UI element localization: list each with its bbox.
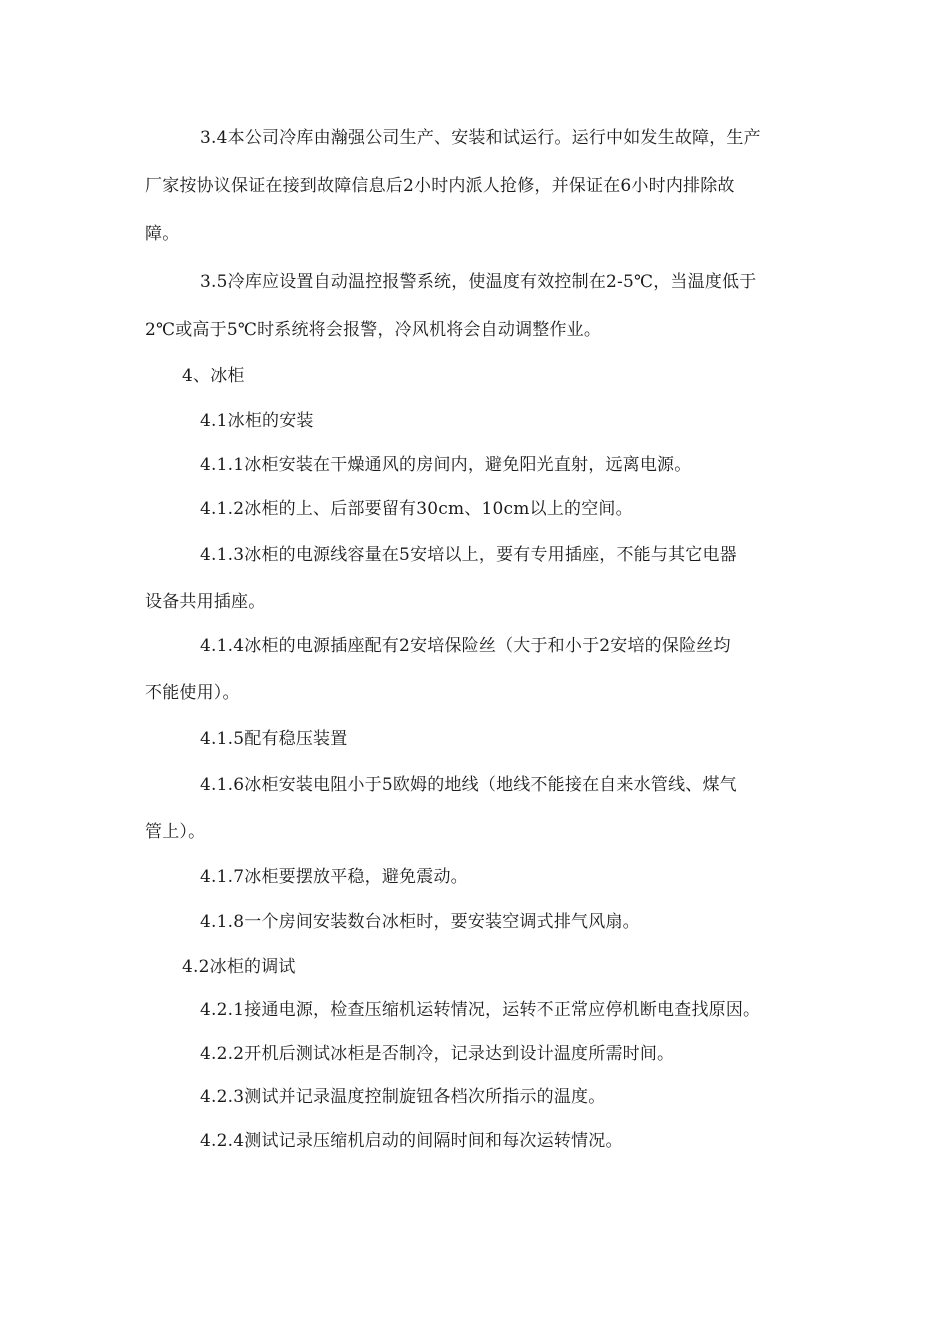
paragraph-3-5-line-1: 3.5冷库应设置自动温控报警系统，使温度有效控制在2-5℃，当温度低于 — [200, 272, 757, 292]
paragraph-4-2-2: 4.2.2开机后测试冰柜是否制冷，记录达到设计温度所需时间。 — [200, 1044, 675, 1064]
paragraph-4-1-8: 4.1.8一个房间安装数台冰柜时，要安装空调式排气风扇。 — [200, 912, 640, 932]
paragraph-3-4-line-1: 3.4本公司冷库由瀚强公司生产、安装和试运行。运行中如发生故障，生产 — [200, 128, 761, 148]
heading-4-2: 4.2冰柜的调试 — [182, 957, 296, 977]
paragraph-4-2-4: 4.2.4测试记录压缩机启动的间隔时间和每次运转情况。 — [200, 1131, 623, 1151]
paragraph-3-5-line-2: 2℃或高于5℃时系统将会报警，冷风机将会自动调整作业。 — [145, 320, 602, 340]
paragraph-4-2-1: 4.2.1接通电源，检查压缩机运转情况，运转不正常应停机断电查找原因。 — [200, 1000, 761, 1020]
paragraph-4-1-2: 4.1.2冰柜的上、后部要留有30cm、10cm以上的空间。 — [200, 499, 633, 519]
paragraph-4-1-7: 4.1.7冰柜要摆放平稳，避免震动。 — [200, 867, 468, 887]
paragraph-4-1-3-line-2: 设备共用插座。 — [145, 592, 266, 612]
paragraph-4-1-5: 4.1.5配有稳压装置 — [200, 729, 348, 749]
paragraph-4-2-3: 4.2.3测试并记录温度控制旋钮各档次所指示的温度。 — [200, 1087, 606, 1107]
paragraph-4-1-1: 4.1.1冰柜安装在干燥通风的房间内，避免阳光直射，远离电源。 — [200, 455, 692, 475]
paragraph-3-4-line-2: 厂家按协议保证在接到故障信息后2小时内派人抢修，并保证在6小时内排除故 — [145, 176, 735, 196]
paragraph-4-1-4-line-1: 4.1.4冰柜的电源插座配有2安培保险丝（大于和小于2安培的保险丝均 — [200, 636, 731, 656]
heading-4-1: 4.1冰柜的安装 — [200, 411, 314, 431]
paragraph-4-1-4-line-2: 不能使用）。 — [145, 683, 240, 703]
paragraph-4-1-6-line-2: 管上）。 — [145, 822, 206, 842]
paragraph-3-4-line-3: 障。 — [145, 224, 180, 244]
paragraph-4-1-6-line-1: 4.1.6冰柜安装电阻小于5欧姆的地线（地线不能接在自来水管线、煤气 — [200, 775, 737, 795]
heading-4: 4、冰柜 — [182, 366, 245, 386]
paragraph-4-1-3-line-1: 4.1.3冰柜的电源线容量在5安培以上，要有专用插座，不能与其它电器 — [200, 545, 737, 565]
